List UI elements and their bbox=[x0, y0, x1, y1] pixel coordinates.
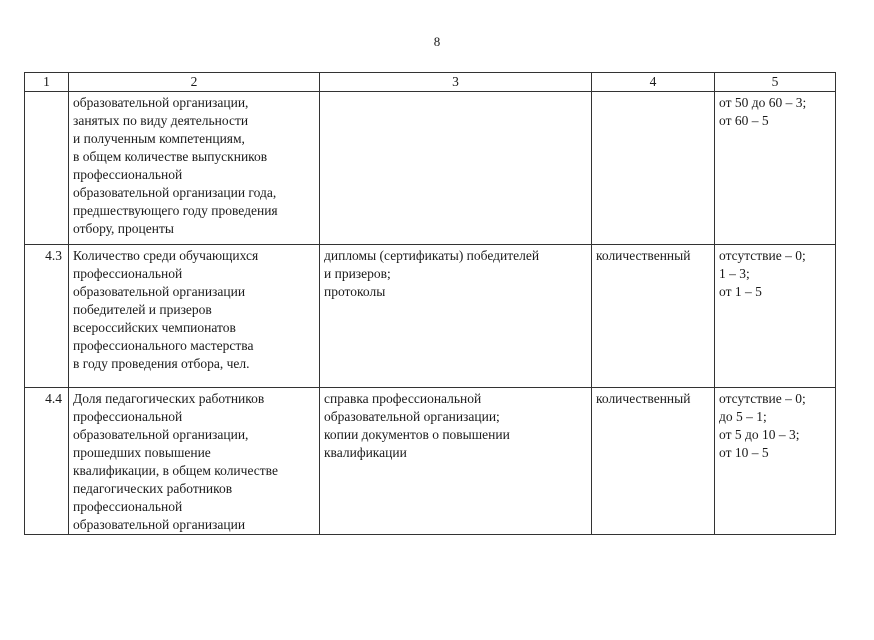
page-number: 8 bbox=[433, 34, 441, 49]
table-row bbox=[25, 388, 836, 535]
type-cell bbox=[592, 92, 715, 245]
table-header-row bbox=[25, 73, 836, 92]
criteria-table bbox=[24, 72, 836, 535]
scale-cell: отсутствие – 0; до 5 – 1; от 5 до 10 – 3; от 10 – 5 bbox=[715, 388, 836, 535]
header-cell-4: 4 bbox=[592, 73, 715, 92]
table-row bbox=[25, 92, 836, 245]
row-number: 4.3 bbox=[25, 245, 69, 388]
row-number: 4.4 bbox=[25, 388, 69, 535]
header-cell-1: 1 bbox=[25, 73, 69, 92]
indicator-cell: образовательной организации, занятых по виду деятельности и полученным компетенциям, в общем количестве выпускников профессиональной образовательной организации года, предшествующего году проведения отбору, проценты bbox=[69, 92, 320, 245]
indicator-cell: Доля педагогических работников профессиональной образовательной организации, прошедших повышение квалификации, в общем количестве педагогических работников профессиональной образовательной организации bbox=[69, 388, 320, 535]
header-cell-2: 2 bbox=[69, 73, 320, 92]
type-cell: количественный bbox=[592, 245, 715, 388]
header-cell-3: 3 bbox=[320, 73, 592, 92]
header-cell-5: 5 bbox=[715, 73, 836, 92]
source-cell: справка профессиональной образовательной организации; копии документов о повышении квалификации bbox=[320, 388, 592, 535]
source-cell: дипломы (сертификаты) победителей и призеров; протоколы bbox=[320, 245, 592, 388]
type-cell: количественный bbox=[592, 388, 715, 535]
scale-cell: от 50 до 60 – 3; от 60 – 5 bbox=[715, 92, 836, 245]
indicator-cell: Количество среди обучающихся профессиональной образовательной организации победителей и призеров всероссийских чемпионатов профессионального мастерства в году проведения отбора, чел. bbox=[69, 245, 320, 388]
scale-cell: отсутствие – 0; 1 – 3; от 1 – 5 bbox=[715, 245, 836, 388]
source-cell bbox=[320, 92, 592, 245]
table-row bbox=[25, 245, 836, 388]
row-number bbox=[25, 92, 69, 245]
